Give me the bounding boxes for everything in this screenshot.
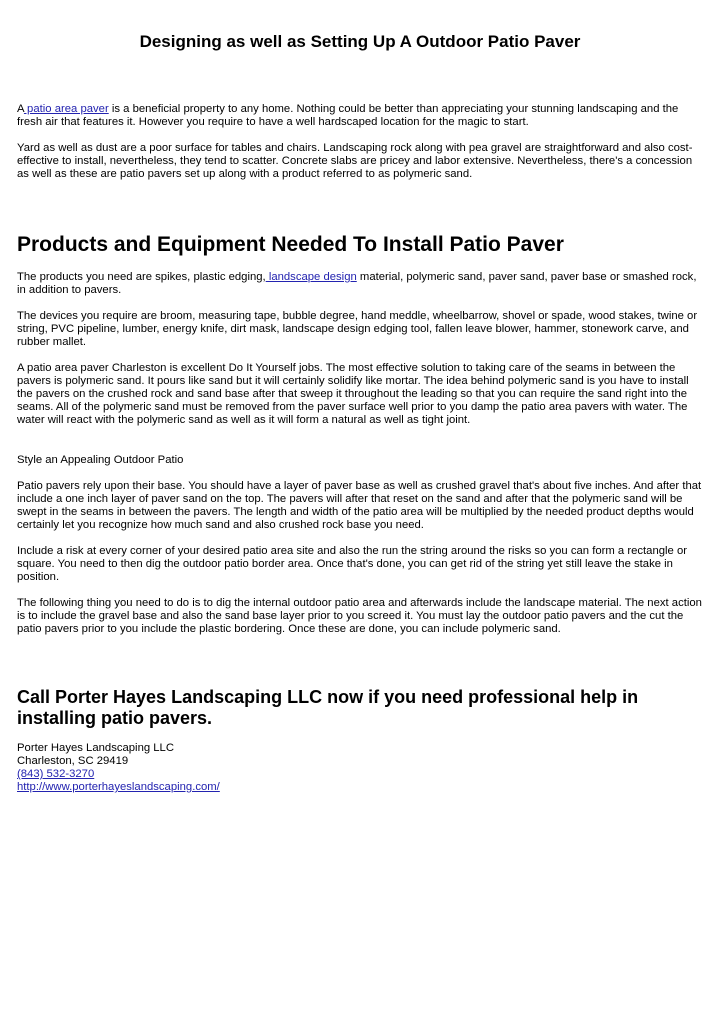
page-title: Designing as well as Setting Up A Outdoor Patio Paver <box>139 32 581 51</box>
products-paragraph <box>17 271 703 297</box>
intro-text-suffix: is a beneficial property to any home. Nothing could be better than appreciating your stunning landscaping and the fresh air that features it. However you require to have a well hardscaped location for the magic to start. <box>17 103 679 129</box>
corner-stake-paragraph: Include a risk at every corner of your desired patio area site and also the run the string around the risks so you can form a rectangle or square. You need to then dig the outdoor patio border area. Once that's done, you can get rid of the string yet still leave the stake in position. <box>17 545 688 584</box>
contact-address: Charleston, SC 29419 <box>17 755 129 767</box>
intro-paragraph-2: Yard as well as dust are a poor surface for tables and chairs. Landscaping rock along with pea gravel are straightforward and also cost-effective to install, nevertheless, they tend to scatter. Concrete slabs are pricey and labor extensive. Nevertheless, there's a concession as well as these are patio pavers set up along with a product referred to as polymeric sand. <box>17 142 693 181</box>
devices-paragraph: The devices you require are broom, measuring tape, bubble degree, hand meddle, wheelbarrow, shovel or spade, wood stakes, twine or string, PVC pipeline, lumber, energy knife, dirt mask, landscape design edging tool, fallen leave blower, hammer, stonework carve, and rubber mallet. <box>17 310 698 349</box>
phone-link[interactable]: (843) 532-3270 <box>17 768 95 780</box>
website-link[interactable]: http://www.porterhayeslandscaping.com/ <box>17 781 220 793</box>
contact-phone-line <box>17 768 703 781</box>
paver-base-paragraph: Patio pavers rely upon their base. You should have a layer of paver base as well as crushed gravel that's about five inches. And after that include a one inch layer of paver sand on the top. The pavers will after that reset on the sand and after that the polymeric sand will be swept in the seams in between the pavers. The length and width of the patio area will be multiplied by the needed product depths would certainly let you recognize how much sand and also crushed rock base you need. <box>17 480 702 532</box>
intro-text-prefix: A <box>17 103 24 115</box>
products-text-suffix: material, polymeric sand, paver sand, paver base or smashed rock, in addition to pavers. <box>17 271 697 297</box>
intro-paragraph-1 <box>17 103 703 129</box>
dig-patio-paragraph: The following thing you need to do is to dig the internal outdoor patio area and afterwards include the landscape material. The next action is to include the gravel base and also the sand base layer prior to you screed it. You must lay the outdoor patio pavers and the cut the patio pavers prior to you include the plastic bordering. Once these are done, you can include polymeric sand. <box>17 597 702 636</box>
subheading-style-patio: Style an Appealing Outdoor Patio <box>17 454 184 466</box>
contact-website-line <box>17 781 703 794</box>
contact-company: Porter Hayes Landscaping LLC <box>17 742 174 754</box>
polymeric-sand-paragraph: A patio area paver Charleston is excellent Do It Yourself jobs. The most effective solution to taking care of the seams in between the pavers is polymeric sand. It pours like sand but it will certainly solidify like mortar. The idea behind polymeric sand is you have to install the pavers on the crushed rock and sand base after that sweep it throughout the leading so that you can require the sand right into the seams. All of the polymeric sand must be removed from the paver surface well prior to you damp the patio area pavers with water. The water will react with the polymeric sand as well as it will form a natural as well as tight joint. <box>17 362 689 427</box>
landscape-design-link[interactable]: landscape design <box>265 271 357 283</box>
patio-area-paver-link[interactable]: patio area paver <box>23 103 109 115</box>
section-heading-products: Products and Equipment Needed To Install Patio Paver <box>17 233 564 256</box>
products-text-prefix: The products you need are spikes, plastic edging, <box>17 271 266 283</box>
section-heading-contact: Call Porter Hayes Landscaping LLC now if you need professional help in installing patio pavers. <box>17 687 639 728</box>
